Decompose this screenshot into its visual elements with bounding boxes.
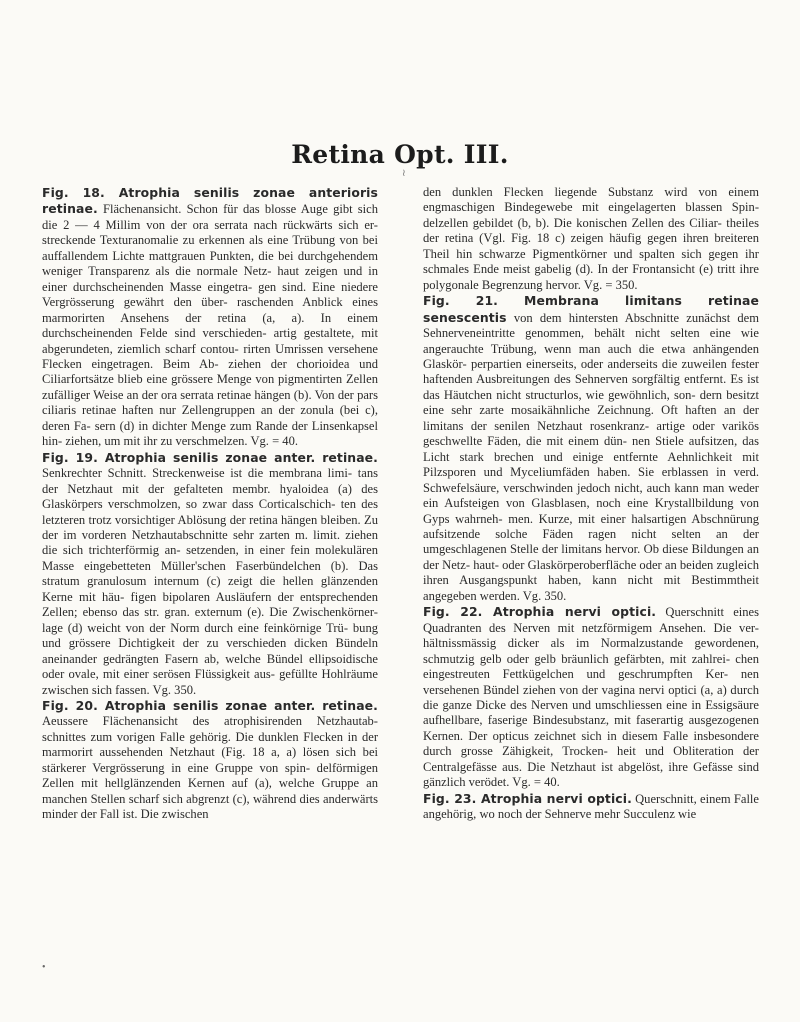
page-title: Retina Opt. III.	[291, 140, 509, 169]
fig-23-heading: Fig. 23. Atrophia nervi optici.	[423, 790, 632, 806]
fig-19-heading: Fig. 19. Atrophia senilis zonae anter. retinae.	[42, 449, 378, 465]
paragraph-fig-19	[42, 450, 378, 698]
fig-21-text: von dem hintersten Abschnitte zunächst dem Sehnerveneintritte genommen, behält nicht selten eine wie angerauchte Trübung, wenn man auch die etwa anhängenden Glaskör- perpartien einerseits, oder anderseits die zuweilen fester haftenden Ausbreitungen des Sehnerven sorgfältig entfernt. Es ist das Häutchen nicht structurlos, wie gewöhnlich, son- dern besitzt eine sehr zarte mosaikähnliche Zeichnung. Oft haften an der limitans der senilen Netzhaut rosenkranz- artige oder varikös geschwellte Fäden, die mit einem dün- nen Stiele aufsitzen, das Licht stark brechen und einige entfernte Aehnlichkeit mit Pilzsporen und Myceliumfäden haben. Sie erblassen in verd. Schwefelsäure, verschwinden jedoch nicht, auch kann man weder ein Aufsteigen von Glasblasen, noch eine Krystallbildung von Gyps wahrneh- men. Kurze, mit einer halsartigen Abschnürung aufsitzende solche Fäden ragen nicht selten an der umgeschlagenen Stelle der limitans hervor. Ob diese Bildungen an der Netz- haut- oder Glaskörperoberfläche oder an beiden zugleich ihren Ausgangspunkt haben, kann nicht mit Bestimmtheit angegeben werden. Vg. 350.	[423, 310, 760, 603]
paragraph-fig-20-continued	[423, 185, 759, 293]
fig-19-text: Senkrechter Schnitt. Streckenweise ist die membrana limi- tans der Netzhaut mit der gefalteten membr. hyaloidea (a) des Glaskörpers verschmolzen, so zwar dass Corticalschich- ten des letzteren trotz vorsichtiger Ablösung der retina hängen bleiben. Zu der im vorderen Netzhautabschnitte sehr zarten m. limit. ziehen die sich trichterförmig an- setzenden, in einer fein molekulären Masse eingebetteten Müller'schen Faserbündelchen (b). Das stratum granulosum internum (c) zeigt die hellen glänzenden Kerne mit häu- figen bipolaren Ausläufern der entsprechenden Zellen; ebenso das str. gran. externum (e). Die Zwischenkörner- lage (d) weicht von der Norm durch eine feinkörnige Trü- bung und grössere Dichtigkeit der zu verschieden dicken Bündeln aneinander gedrängten Fasern ab, welche Bündel ellipsoidische oder ovale, mit einer serösen Flüssigkeit aus- gefüllte Hohlräume zwischen sich fassen. Vg. 350.	[42, 466, 378, 697]
paragraph-fig-20	[42, 698, 378, 823]
left-column	[42, 185, 378, 823]
paragraph-fig-21	[423, 293, 759, 604]
fig-22-text: Querschnitt eines Quadranten des Nerven mit netzförmigem Ansehen. Die ver- hältnissmässig dicker als im Normalzustande gewordenen, schmutzig gelb oder gelb bräunlich gefärbten, mit zahlrei- chen eingestreuten Fettkügelchen und geschrumpften Ker- nen versehenen Bündel ziehen von der vagina nervi optici (a, a) durch die ganze Dicke des Nerven und umschliessen eine in Essigsäure aufhellbare, faserige Bindesubstanz, mit faserartig ausgezogenen Kernen. Der opticus zeichnet sich in diesem Falle insbesondere durch grosse Zähigkeit, Trocken- heit und Obliteration der Centralgefässe aus. Die Netzhaut ist abgelöst, ihre Gefässe sind gänzlich verödet. Vg. = 40.	[423, 605, 759, 790]
fig-18-heading: Fig. 18. Atrophia senilis zonae anterioris retinae.	[42, 185, 378, 217]
right-column	[423, 185, 759, 823]
fig-20-heading: Fig. 20. Atrophia senilis zonae anter. retinae.	[42, 697, 378, 713]
bottom-mark: •	[42, 962, 46, 973]
fig-18-text: Flächenansicht. Schon für das blosse Auge gibt sich die 2 — 4 Millim von der ora serrata nach rückwärts sich er- streckende Texturanomalie zu erkennen als eine Trübung von bei auffallendem Lichte mattgrauen Punkten, die bei durchgehendem weniger Transparenz als die normale Netz- haut zeigen und in einer durchscheinenden Masse eingetra- gen sind. Eine niedere Vergrösserung gewährt den über- raschenden Anblick eines marmorirten Ansehens der retina (a, a). In einem durchscheinenden Felde sind verschieden- artig gestaltete, mit abgerundeten, ziemlich scharf contou- rirten Umrissen versehene Flecken eingetragen. Beim Ab- ziehen der chorioidea und Ciliarfortsätze blieb eine grössere Menge von pigmentirten Zellen zufälliger Weise an der ora serrata retinae hängen (b). Von der pars ciliaris retinae haften nur Zellengruppen an der zonula (bei c), deren Fa- sern (d) in dichter Menge zum Rande der Linsenkapsel hin- ziehen, um mit ihr zu verschmelzen. Vg. = 40.	[42, 202, 379, 449]
fig-23-text: Querschnitt, einem Falle angehörig, wo noch der Sehnerve mehr Succulenz wie	[423, 791, 759, 822]
paragraph-fig-23	[423, 791, 759, 823]
paragraph-fig-22	[423, 604, 759, 790]
fig-22-heading: Fig. 22. Atrophia nervi optici.	[423, 604, 657, 620]
fig-21-heading: Fig. 21. Membrana limitans retinae senescentis	[423, 293, 759, 325]
margin-mark: ≀	[402, 168, 406, 179]
fig-20-text: Aeussere Flächenansicht des atrophisirenden Netzhautab- schnittes zum vorigen Falle gehörig. Die dunklen Flecken in der marmorirt aussehenden Netzhaut (Fig. 18 a, a) lösen sich bei stärkerer Vergrösserung in eine Gruppe von spin- delförmigen Zellen mit hellglänzenden Kernen auf (a), welche Gruppe an manchen Stellen scharf sich abgrenzt (c), während dies anderwärts minder der Fall ist. Die zwischen	[42, 714, 378, 822]
fig-20-continued-text: den dunklen Flecken liegende Substanz wird von einem engmaschigen Bindegewebe mit eingelagerten blassen Spin- delzellen gebildet (b, b). Die konischen Zellen des Ciliar- theiles der retina (Vgl. Fig. 18 c) zeigen häufig gegen ihren breiteren Theil hin schwarze Pigmentkörner und spalten sich gegen ihr schmales Ende meist gabelig (d). In der Frontansicht (e) tritt ihre polygonale Begrenzung hervor. Vg. = 350.	[423, 185, 759, 292]
paragraph-fig-18	[42, 185, 378, 450]
